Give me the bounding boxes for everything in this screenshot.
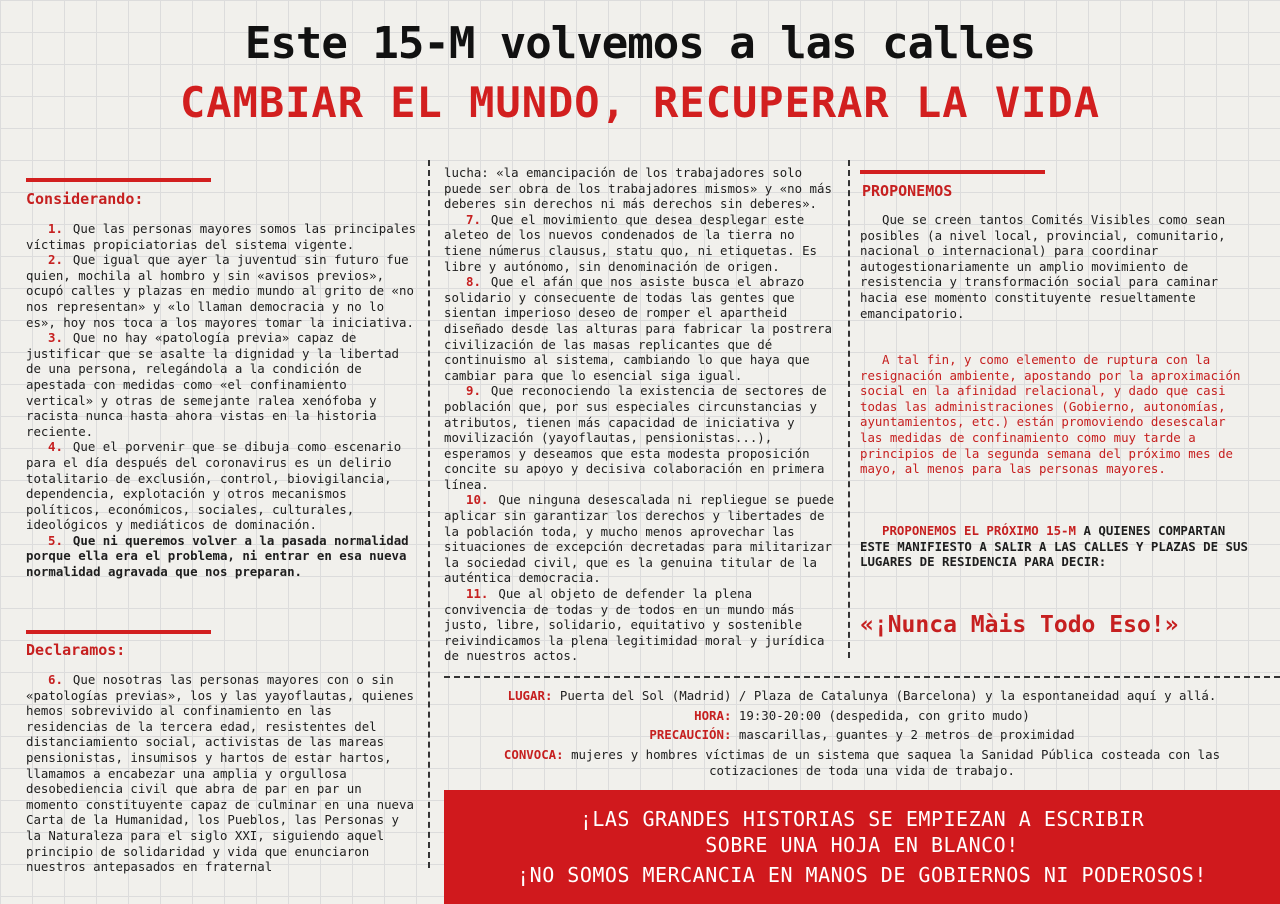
list-item: 11. Que al objeto de defender la plena convivencia de todas y de todos en un mundo más justo, libre, solidario, equitativo y sostenible reivindicamos la plena legitimidad moral y jurídica de nuestros actos. [444,586,825,664]
proponemos-call [860,523,1250,570]
considerando-heading: Considerando: [26,190,144,208]
proponemos-text: Que se creen tantos Comités Visibles como sean posibles (a nivel local, provincial, comunitario, nacional o internacional) para coordinar autogestionariamente un amplio movimiento de resistencia y transformación social para caminar hacia ese momento constituyente resueltamente emancipatorio. [860,212,1226,321]
continuation-text: lucha: «la emancipación de los trabajadores solo puede ser obra de los trabajadores mismos» y «no más deberes sin derechos ni más derechos sin deberes». [444,165,832,212]
info-hora: HORA: 19:30-20:00 (despedida, con grito mudo) [694,708,1030,723]
list-item: 4. Que el porvenir que se dibuja como escenario para el día después del coronavirus es un delirio totalitario de exclusión, control, biovigilancia, dependencia, explotación y otros mecanismos políticos, económicos, sociales, culturales, ideológicos y mediáticos de dominación. [26,439,402,533]
closing-banner [444,790,1280,904]
list-item: 9. Que reconociendo la existencia de sectores de población que, por sus especiales circunstancias y atributos, tienen más capacidad de iniciativa y movilización (yayoflautas, pensionistas...), esperamos y deseamos que esta modesta proposición concite su apoyo y decisiva colaboración en primera línea. [444,383,827,492]
declaramos-bar [26,630,211,634]
list-item: 7. Que el movimiento que desea desplegar este aleteo de los nuevos condenados de la tierra no tiene númerus clausus, statu quo, ni etiquetas. Es libre y autónomo, sin denominación de origen. [444,211,817,274]
column-divider-right [848,160,850,658]
middle-column [444,165,836,664]
banner-line-2: SOBRE UNA HOJA EN BLANCO! [705,833,1019,857]
info-lugar: LUGAR: Puerta del Sol (Madrid) / Plaza de Catalunya (Barcelona) y la espontaneidad aquí y allá. [507,688,1217,703]
banner-line-3: ¡NO SOMOS MERCANCIA EN MANOS DE GOBIERNOS NI PODEROSOS! [517,863,1207,887]
call-text: PROPONEMOS EL PRÓXIMO 15-M A QUIENES COMPARTAN ESTE MANIFIESTO A SALIR A LAS CALLES Y PLAZAS DE SUS LUGARES DE RESIDENCIA PARA DECIR: [860,523,1248,570]
considerando-list [26,221,418,580]
list-item: 10. Que ninguna desescalada ni repliegue se puede aplicar sin garantizar los derechos y libertades de la población toda, y mucho menos aprovechar las situaciones de excepción decretadas para militarizar la sociedad civil, que es la genuina titular de la auténtica democracia. [444,492,835,586]
column-divider-left [428,160,430,868]
list-item: 1. Que las personas mayores somos las principales víctimas propiciatorias del sistema vigente. [26,221,417,252]
proponemos-heading: PROPONEMOS [862,182,953,200]
proponemos-red-text: A tal fin, y como elemento de ruptura con la resignación ambiente, apostando por la aproximación social en la afinidad relacional, y dado que casi todas las administraciones (Gobierno, autonomías, ayuntamientos, etc.) están promoviendo desescalar las medidas de confinamiento como muy tarde a principios de la segunda semana del próximo mes de mayo, al menos para las personas mayores. [860,352,1241,477]
list-item: 2. Que igual que ayer la juventud sin futuro fue quien, mochila al hombro y sin «avisos previos», ocupó calles y plazas en medio mundo al grito de «no nos representan» y «lo llaman democracia y no lo es», hoy nos toca a los mayores tomar la iniciativa. [26,252,414,330]
poster-subtitle: CAMBIAR EL MUNDO, RECUPERAR LA VIDA [179,78,1100,127]
proponemos-para1 [860,212,1250,321]
info-precaucion: PRECAUCIÓN: mascarillas, guantes y 2 metros de proximidad [649,727,1075,742]
list-item: 3. Que no hay «patología previa» capaz de justificar que se asalte la dignidad y la libertad de una persona, relegándola a la condición de apestada con medidas como «el confinamiento vertical» y otras de semejante ralea xenófoba y racista nunca hasta ahora vistas en la historia reciente. [26,330,399,439]
poster-title: Este 15-M volvemos a las calles [244,18,1036,69]
list-item: 6. Que nosotras las personas mayores con o sin «patologías previas», los y las yayoflautas, quienes hemos sobrevivido al confinamiento en las residencias de la tercera edad, resistentes del distanciamiento social, activistas de las mareas pensionistas, insumisos y hartos de estar hartos, llamamos a encabezar una amplia y orgullosa desobediencia civil que abra de par en par un momento constituyente capaz de culminar en una nueva Carta de la Humanidad, los Pueblos, las Personas y la Naturaleza para el siglo XXI, siguiendo aquel principio de solidaridad y vida que enunciaron nuestros antepasados en fraternal [26,672,414,875]
list-item: 5. Que ni queremos volver a la pasada normalidad porque ella era el problema, ni entrar en esa nueva normalidad agravada que nos preparan. [26,532,409,580]
slogan: «¡Nunca Màis Todo Eso!» [860,612,1179,638]
considerando-bar [26,178,211,182]
declaramos-heading: Declaramos: [26,641,126,659]
proponemos-bar [860,170,1045,174]
declaramos-list [26,672,418,875]
proponemos-para2 [860,352,1250,477]
banner-line-1: ¡LAS GRANDES HISTORIAS SE EMPIEZAN A ESCRIBIR [579,807,1145,831]
list-item: 8. Que el afán que nos asiste busca el abrazo solidario y consecuente de todas las gentes que sientan imperioso deseo de romper el apartheid diseñado desde las alturas para fabricar la postrera civilización de las masas replicantes que dé continuismo al sistema, cambiando lo que haya que cambiar para que lo esencial siga igual. [444,274,832,383]
info-convoca: CONVOCA: mujeres y hombres víctimas de un sistema que saquea la Sanidad Pública costeada con las cotizaciones de toda una vida de trabajo. [503,747,1221,778]
info-divider [444,676,1280,678]
